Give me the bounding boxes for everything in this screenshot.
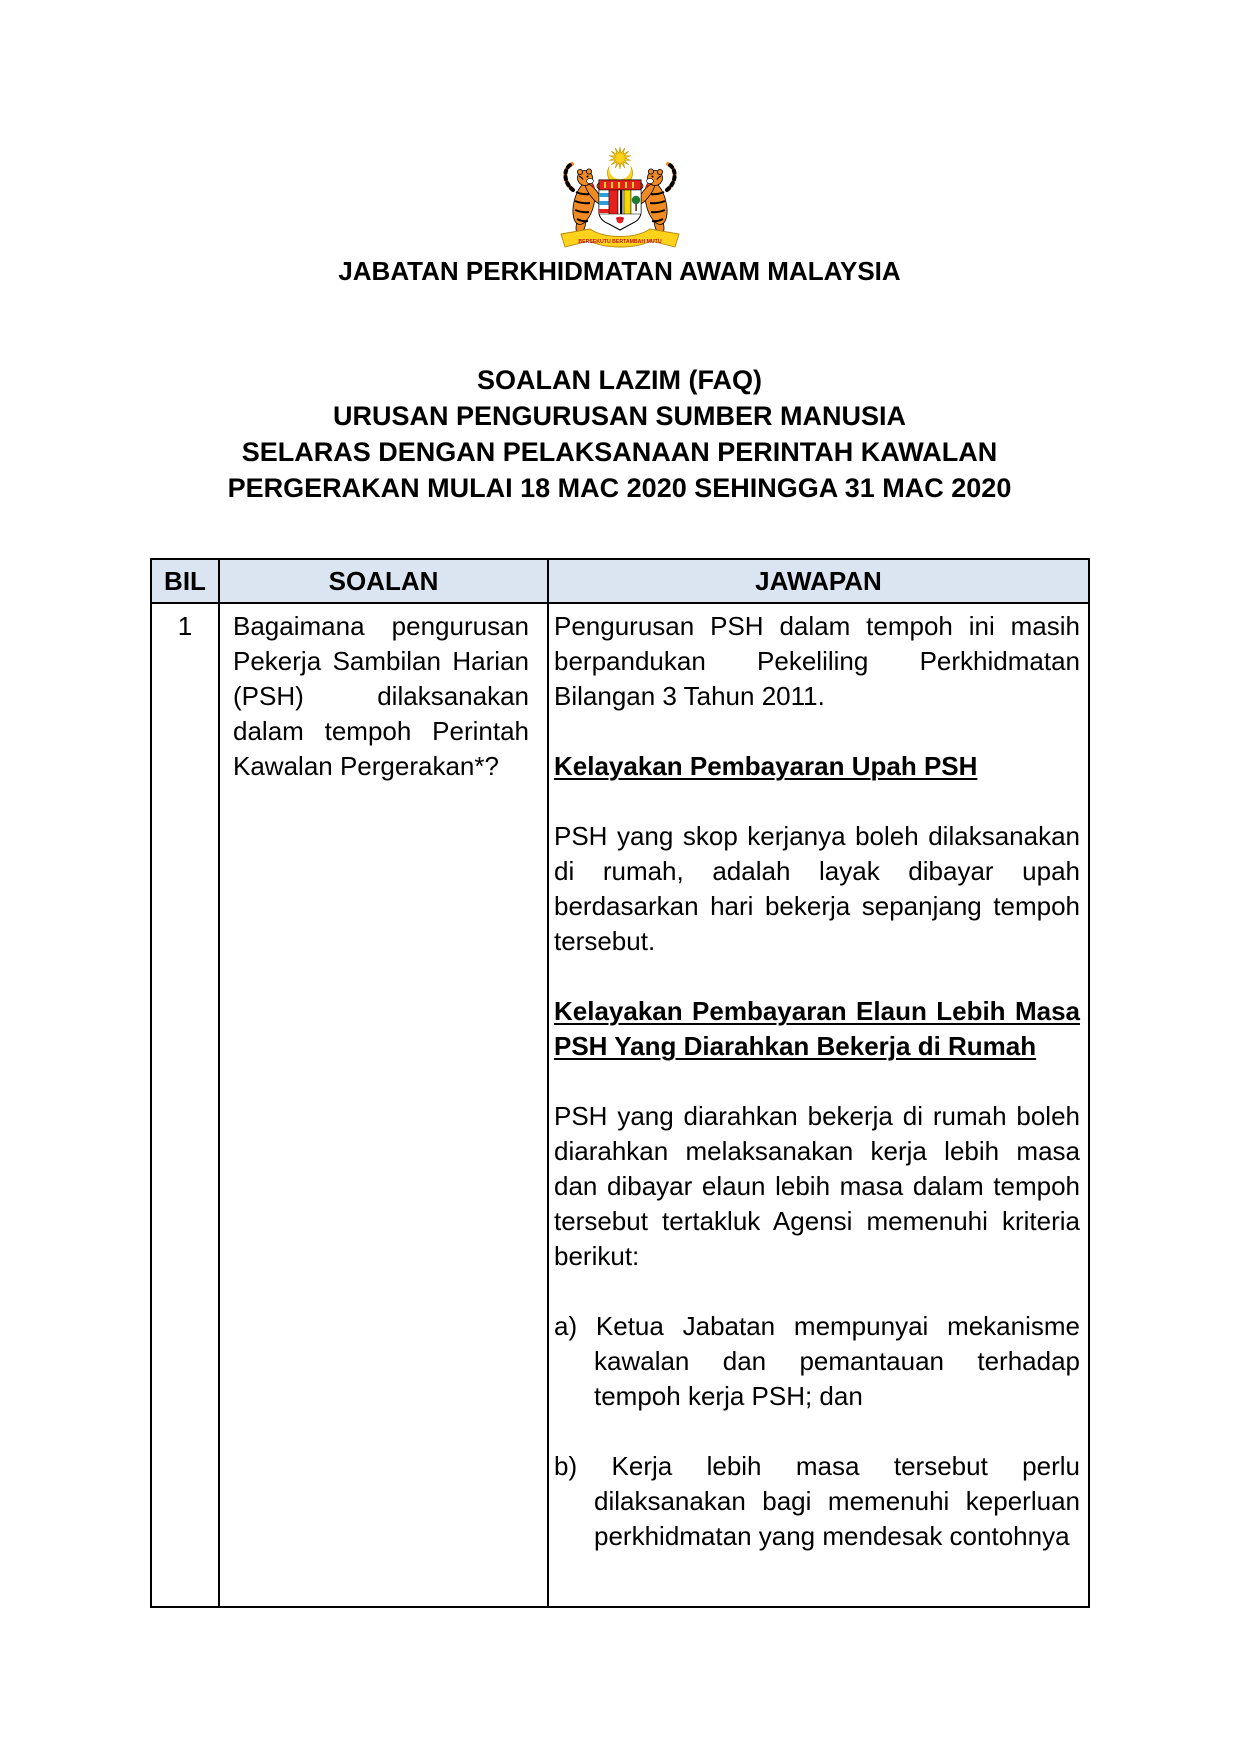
answer-cell [548, 603, 1089, 1607]
document-title-line-4: PERGERAKAN MULAI 18 MAC 2020 SEHINGGA 31 MAC 2020 [227, 473, 1012, 503]
criteria-item-a [554, 1309, 1080, 1414]
document-title-line-1: SOALAN LAZIM (FAQ) [477, 365, 762, 395]
answer-section2-body: PSH yang diarahkan bekerja di rumah boleh diarahkan melaksanakan kerja lebih masa dan dibayar elaun lebih masa dalam tempoh tersebut tertakluk Agensi memenuhi kriteria berikut: [554, 1101, 1080, 1271]
table-header-row [151, 559, 1089, 603]
column-header-jawapan: JAWAPAN [548, 559, 1089, 603]
criteria-text-a: Ketua Jabatan mempunyai mekanisme kawalan dan pemantauan terhadap tempoh kerja PSH; dan [594, 1311, 1080, 1411]
criteria-label-b: b) [554, 1451, 578, 1481]
answer-section1-heading: Kelayakan Pembayaran Upah PSH [554, 751, 978, 781]
document-title-line-2: URUSAN PENGURUSAN SUMBER MANUSIA [332, 401, 907, 431]
criteria-text-b: Kerja lebih masa tersebut perlu dilaksanakan bagi memenuhi keperluan perkhidmatan yang mendesak contohnya [594, 1451, 1080, 1551]
criteria-label-a: a) [554, 1311, 578, 1341]
answer-intro: Pengurusan PSH dalam tempoh ini masih berpandukan Pekeliling Perkhidmatan Bilangan 3 Tahun 2011. [554, 611, 1080, 711]
criteria-item-b [554, 1449, 1080, 1554]
document-title [0, 362, 1239, 506]
table-row [151, 603, 1089, 1607]
malaysia-crest-icon [544, 144, 696, 256]
coat-of-arms-logo [544, 144, 696, 256]
organization-title: JABATAN PERKHIDMATAN AWAM MALAYSIA [338, 256, 901, 286]
row-number: 1 [151, 603, 219, 1607]
question-text: Bagaimana pengurusan Pekerja Sambilan Harian (PSH) dilaksanakan dalam tempoh Perintah Kawalan Pergerakan*? [233, 611, 529, 781]
column-header-soalan: SOALAN [219, 559, 548, 603]
answer-section1-body: PSH yang skop kerjanya boleh dilaksanakan di rumah, adalah layak dibayar upah berdasarkan hari bekerja sepanjang tempoh tersebut. [554, 821, 1080, 956]
column-header-bil: BIL [151, 559, 219, 603]
answer-section2-heading: Kelayakan Pembayaran Elaun Lebih Masa PSH Yang Diarahkan Bekerja di Rumah [554, 996, 1080, 1061]
document-title-line-3: SELARAS DENGAN PELAKSANAAN PERINTAH KAWALAN [241, 437, 998, 467]
faq-table [150, 558, 1090, 1608]
logo-motto: BERSEKUTU BERTAMBAH MUTU [577, 239, 662, 245]
question-cell [219, 603, 548, 1607]
